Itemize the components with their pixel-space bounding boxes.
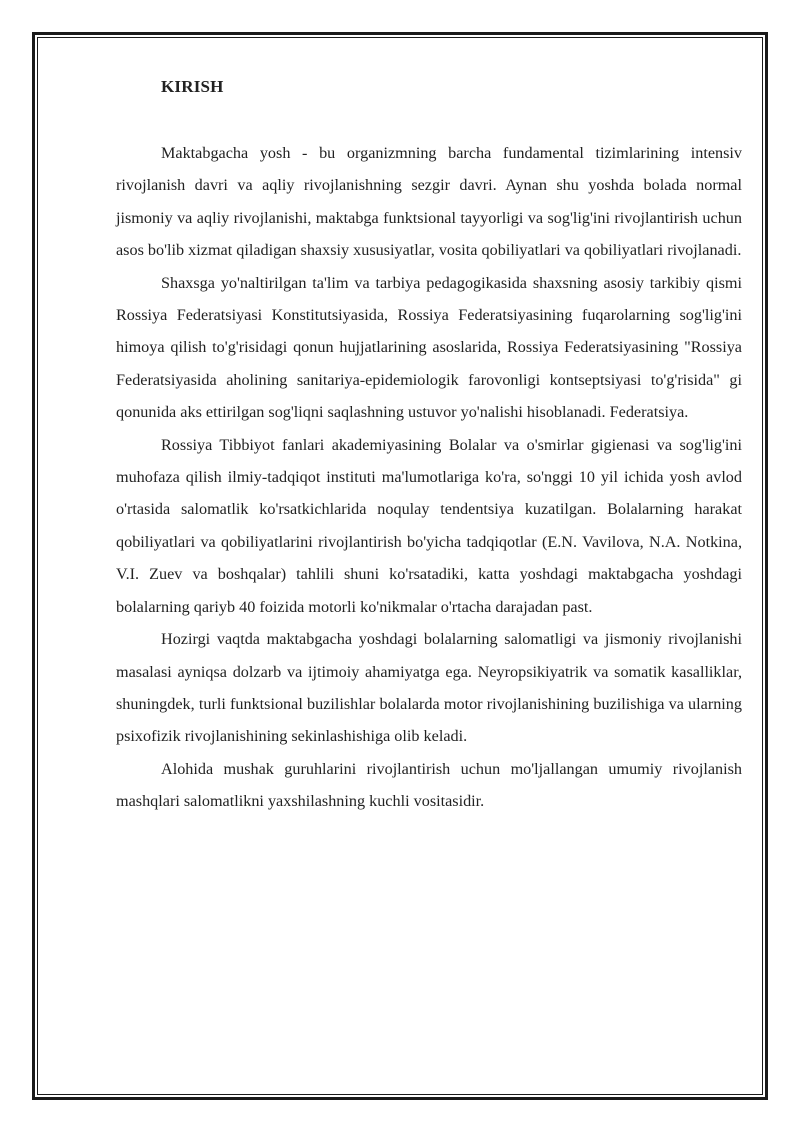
section-heading: KIRISH xyxy=(161,77,224,96)
heading-spacer xyxy=(116,104,742,137)
paragraph-2: Shaxsga yo'naltirilgan ta'lim va tarbiya pedagogikasida shaxsning asosiy tarkibiy qismi Rossiya Federatsiyasi Konstitutsiyasida, Rossiya Federatsiyasining fuqarolarning sog'lig'ini himoya qilish to'g'risidagi qonun hujjatlarining asoslarida, Rossiya Federatsiyasining "Rossiya Federatsiyasida aholining sanitariya-epidemiologik farovonligi kontseptsiyasi to'g'risida" gi qonunida aks ettirilgan sog'liqni saqlashning ustuvor yo'nalishi hisoblanadi. Federatsiya. xyxy=(116,273,742,422)
paragraph-3: Rossiya Tibbiyot fanlari akademiyasining Bolalar va o'smirlar gigienasi va sog'lig'ini muhofaza qilish ilmiy-tadqiqot instituti ma'lumotlariga ko'ra, so'nggi 10 yil ichida yosh avlod o'rtasida salomatlik ko'rsatkichlarida noqulay tendentsiya kuzatilgan. Bolalarning harakat qobiliyatlari va qobiliyatlarini rivojlantirish bo'yicha tadqiqotlar (E.N. Vavilova, N.A. Notkina, V.I. Zuev va boshqalar) tahlili shuni ko'rsatadiki, katta yoshdagi maktabgacha yoshdagi bolalarning qariyb 40 foizida motorli ko'nikmalar o'rtacha darajadan past. xyxy=(116,435,742,616)
paragraph-4: Hozirgi vaqtda maktabgacha yoshdagi bolalarning salomatligi va jismoniy rivojlanishi masalasi ayniqsa dolzarb va ijtimoiy ahamiyatga ega. Neyropsikiyatrik va somatik kasalliklar, shuningdek, turli funktsional buzilishlar bolalarda motor rivojlanishining buzilishiga va ularning psixofizik rivojlanishining sekinlashishiga olib keladi. xyxy=(116,630,742,746)
document-body xyxy=(116,70,742,818)
paragraph-5: Alohida mushak guruhlarini rivojlantirish uchun mo'ljallangan umumiy rivojlanish mashqlari salomatlikni yaxshilashning kuchli vositasidir. xyxy=(116,759,742,811)
paragraph-1: Maktabgacha yosh - bu organizmning barcha fundamental tizimlarining intensiv rivojlanish davri va aqliy rivojlanishning sezgir davri. Aynan shu yoshda bolada normal jismoniy va aqliy rivojlanishi, maktabga funktsional tayyorligi va sog'lig'ini rivojlantirish uchun asos bo'lib xizmat qiladigan shaxsiy xususiyatlar, vosita qobiliyatlari va qobiliyatlari rivojlanadi. xyxy=(116,144,742,260)
